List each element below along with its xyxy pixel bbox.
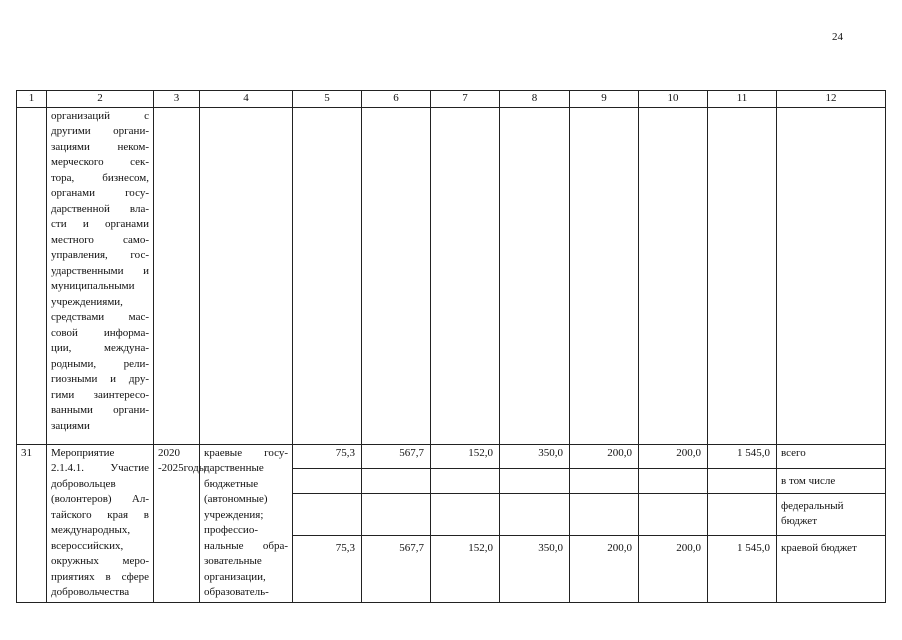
column-header-6: 6: [362, 91, 431, 108]
cell-funding-source: всего: [777, 444, 886, 468]
activity-name-line: окружных меро-: [51, 555, 149, 567]
cell-executors: [200, 444, 293, 602]
cell-period: [154, 444, 207, 602]
description-line: учреждениями,: [51, 295, 123, 308]
activity-name-line: добровольчества: [51, 586, 130, 598]
executor-line: учреждения;: [204, 508, 264, 521]
table-row-31-sub: 75,3 567,7 152,0 350,0 200,0 200,0 1 545,0 краевой бюджет: [17, 536, 886, 602]
period-line: 2020 -: [158, 446, 180, 474]
description-line: органами госу-: [51, 187, 149, 199]
executor-line: образователь-: [204, 586, 269, 598]
description-line: организаций с: [51, 109, 149, 122]
column-header-2: 2: [47, 91, 154, 108]
activity-name-line: международных,: [51, 524, 131, 536]
cell-funding-source: краевой бюджет: [777, 536, 886, 602]
table-row-continuation: [17, 107, 886, 444]
column-header-1: 1: [17, 91, 47, 108]
description-line: муниципальными: [51, 280, 135, 292]
activity-name-line: добровольцев: [51, 477, 116, 490]
description-line: сти и органами: [51, 218, 149, 230]
cell-funding-source: федеральный бюджет: [777, 493, 886, 535]
column-header-5: 5: [293, 91, 362, 108]
cell-activity-name: [47, 444, 154, 602]
executor-line: бюджетные: [204, 477, 259, 490]
column-header-9: 9: [570, 91, 639, 108]
description-line: зациями неком-: [51, 140, 149, 153]
column-header-11: 11: [708, 91, 777, 108]
activity-name-line: Мероприятие: [51, 446, 115, 459]
header-row: [17, 91, 886, 108]
budget-table: [16, 90, 886, 603]
executor-line: организации,: [204, 570, 266, 583]
cell-value: 350,0: [500, 444, 570, 468]
description-line: местного само-: [51, 233, 149, 246]
column-header-10: 10: [639, 91, 708, 108]
executor-line: краевые госу-: [204, 446, 288, 459]
column-header-4: 4: [200, 91, 293, 108]
cell-num: [17, 107, 47, 444]
column-header-3: 3: [154, 91, 200, 108]
description-line: другими органи-: [51, 125, 149, 137]
description-line: управления, гос-: [51, 249, 149, 261]
description-line: тора, бизнесом,: [51, 171, 149, 184]
description-line: гиозными и дру-: [51, 373, 149, 385]
activity-name-line: (волонтеров) Ал-: [51, 493, 149, 505]
description-line: средствами мас-: [51, 311, 149, 323]
executor-line: зовательные: [204, 555, 262, 567]
column-header-8: 8: [500, 91, 570, 108]
cell-value: 75,3: [293, 444, 362, 468]
cell-value: 152,0: [431, 444, 500, 468]
activity-name-line: 2.1.4.1. Участие: [51, 462, 149, 474]
page-number: 24: [832, 31, 843, 43]
cell-value: 1 545,0: [708, 444, 777, 468]
period-line: 2025: [161, 462, 184, 474]
cell-value: 567,7: [362, 444, 431, 468]
activity-name-line: тайского края в: [51, 508, 149, 521]
cell-funding-source: в том числе: [777, 468, 886, 493]
activity-name-line: всероссийских,: [51, 539, 124, 552]
cell-row-number: 31: [17, 444, 47, 602]
description-line: ударственными и: [51, 264, 149, 277]
description-line: зациями: [51, 419, 90, 432]
description-line: ции, междуна-: [51, 342, 149, 354]
column-header-7: 7: [431, 91, 500, 108]
description-line: ванными органи-: [51, 404, 149, 416]
description-line: родными, рели-: [51, 357, 149, 370]
column-header-12: 12: [777, 91, 886, 108]
description-line: гими заинтересо-: [51, 388, 149, 401]
cell-value: 200,0: [570, 444, 639, 468]
activity-name-line: приятиях в сфере: [51, 570, 149, 583]
table-row-31: [17, 444, 886, 468]
description-line: совой информа-: [51, 326, 149, 339]
cell-value: 200,0: [639, 444, 708, 468]
executor-line: (автономные): [204, 493, 268, 505]
description-line: мерческого сек-: [51, 156, 149, 168]
executor-line: профессио-: [204, 524, 258, 536]
period-line: годы: [183, 462, 207, 474]
description-line: дарственной вла-: [51, 202, 149, 215]
executor-line: дарственные: [204, 462, 264, 474]
cell-description: [47, 107, 154, 444]
executor-line: нальные обра-: [204, 539, 288, 552]
